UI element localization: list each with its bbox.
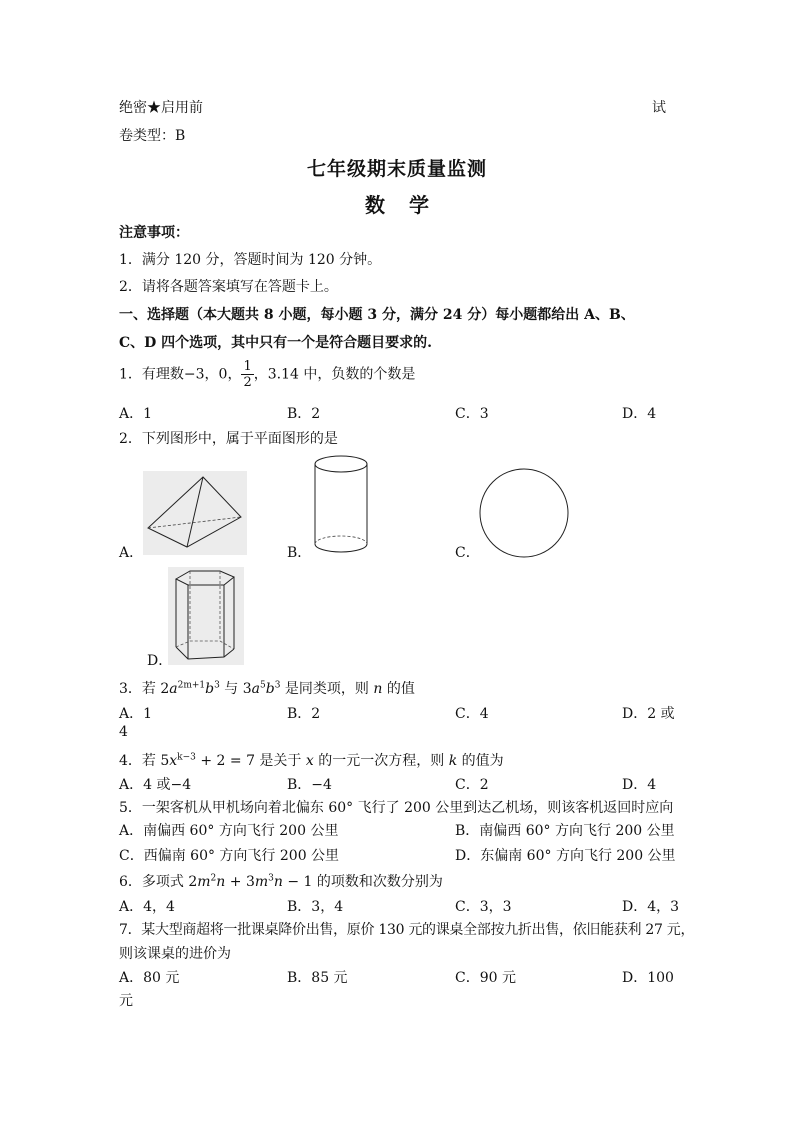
hexagonal-prism-figure — [168, 567, 244, 665]
variable-b: b — [205, 681, 215, 697]
fraction-numerator: 1 — [243, 359, 252, 374]
paper-type: 卷类型：B — [119, 128, 186, 144]
confidential-label: 绝密★启用前 — [119, 100, 203, 116]
variable-a: a — [251, 681, 261, 697]
right-mark: 试 — [652, 100, 666, 116]
q4-text: 的值为 — [457, 753, 504, 769]
subject-title: 数学 — [365, 193, 453, 217]
option-c: C．3 — [455, 406, 489, 422]
option-b: B．−4 — [287, 777, 332, 793]
note-item: 1．满分 120 分，答题时间为 120 分钟。 — [119, 252, 382, 268]
exponent: 3 — [274, 680, 281, 691]
option-c: C．西偏南 60° 方向飞行 200 公里 — [119, 848, 340, 864]
q6-text: + 3 — [225, 874, 255, 890]
question-2: 2．下列图形中，属于平面图形的是 — [119, 431, 338, 447]
exponent: 2 — [210, 873, 217, 884]
exponent: k−3 — [177, 752, 196, 763]
option-a: A．80 元 — [119, 970, 180, 986]
variable-b: b — [265, 681, 275, 697]
option-a: A．4，4 — [119, 899, 175, 915]
option-d-wrap: 4 — [119, 724, 128, 740]
fraction-denominator: 2 — [243, 375, 252, 390]
section-heading-cont: C、D 四个选项，其中只有一个是符合题目要求的. — [119, 335, 433, 351]
figure-label-a: A． — [119, 545, 144, 561]
question-4 — [119, 750, 504, 770]
question-1 — [119, 359, 415, 390]
q4-text: 4．若 5 — [119, 753, 170, 769]
option-a: A．4 或−4 — [119, 777, 192, 793]
option-c: C．2 — [455, 777, 489, 793]
question-5: 5．一架客机从甲机场向着北偏东 60° 飞行了 200 公里到达乙机场，则该客机返回时应向 — [119, 800, 674, 816]
q3-text: 3．若 2 — [119, 681, 170, 697]
exponent: 3 — [214, 680, 220, 691]
option-b: B．南偏西 60° 方向飞行 200 公里 — [455, 823, 675, 839]
pyramid-figure — [143, 471, 247, 555]
q3-text: 的值 — [382, 681, 415, 697]
option-d: D．100 — [622, 970, 674, 986]
option-b: B．2 — [287, 406, 321, 422]
question-7: 7．某大型商超将一批课桌降价出售，原价 130 元的课桌全部按九折出售，依旧能获利 27 元， — [119, 922, 695, 938]
variable-n: n — [373, 681, 383, 697]
exponent: 2m+1 — [177, 680, 206, 691]
option-b: B．2 — [287, 706, 321, 722]
option-d: D．东偏南 60° 方向飞行 200 公里 — [455, 848, 676, 864]
q4-text: 的一元一次方程，则 — [313, 753, 449, 769]
option-a: A．南偏西 60° 方向飞行 200 公里 — [119, 823, 339, 839]
q4-text: + 2 = 7 是关于 — [195, 753, 306, 769]
option-d-wrap: 元 — [119, 993, 133, 1009]
variable-x: x — [169, 753, 178, 769]
figure-label-d: D． — [147, 653, 173, 669]
circle-figure — [477, 466, 571, 560]
figure-label-c: C． — [455, 545, 480, 561]
q6-text: 6．多项式 2 — [119, 874, 198, 890]
variable-n: n — [273, 874, 283, 890]
variable-k: k — [448, 753, 458, 769]
question-6 — [119, 871, 443, 891]
option-b: B．3，4 — [287, 899, 344, 915]
exponent: 3 — [268, 873, 274, 884]
question-3 — [119, 678, 415, 698]
option-d: D．4 — [622, 777, 657, 793]
option-a: A．1 — [119, 406, 153, 422]
variable-m: m — [197, 874, 211, 890]
figure-label-b: B． — [287, 545, 312, 561]
option-d: D．4 — [622, 406, 657, 422]
exponent: 5 — [260, 680, 266, 691]
option-c: C．4 — [455, 706, 489, 722]
variable-a: a — [169, 681, 178, 697]
q3-text: 与 3 — [219, 681, 252, 697]
cylinder-figure — [310, 452, 372, 558]
q6-text: − 1 的项数和次数分别为 — [282, 874, 443, 890]
q3-text: 是同类项，则 — [280, 681, 374, 697]
option-c: C．90 元 — [455, 970, 516, 986]
notes-heading: 注意事项： — [119, 225, 189, 241]
fraction-one-half — [241, 359, 253, 390]
variable-m: m — [254, 874, 269, 890]
option-a: A．1 — [119, 706, 153, 722]
section-heading: 一、选择题（本大题共 8 小题，每小题 3 分，满分 24 分）每小题都给出 A、B、 — [119, 307, 635, 323]
question-1-prefix: 1．有理数−3，0， — [119, 366, 242, 383]
option-d: D．2 或 — [622, 706, 675, 722]
variable-n: n — [216, 874, 226, 890]
note-item: 2．请将各题答案填写在答题卡上。 — [119, 279, 338, 295]
option-b: B．85 元 — [287, 970, 348, 986]
page-title: 七年级期末质量监测 — [306, 158, 487, 180]
option-d: D．4，3 — [622, 899, 680, 915]
option-c: C．3，3 — [455, 899, 512, 915]
question-7-cont: 则该课桌的进价为 — [119, 946, 231, 962]
variable-x: x — [305, 753, 314, 769]
question-1-suffix: ，3.14 中，负数的个数是 — [253, 366, 416, 383]
